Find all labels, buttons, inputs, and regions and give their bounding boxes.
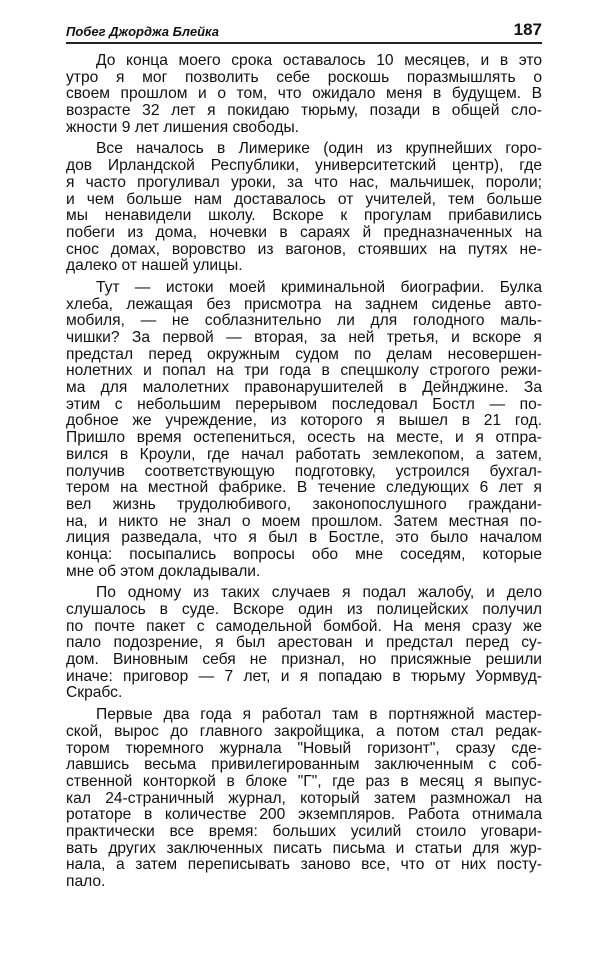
text-line: Пришло время остепениться, осесть на месте, и я отпра- (66, 429, 542, 447)
paragraph (66, 53, 542, 136)
text-line: добное же учреждение, из которого я вышел в 21 год. (66, 412, 542, 430)
text-line: предстал перед окружным судом по делам несовершен- (66, 345, 542, 363)
paragraph (66, 585, 542, 702)
text-line: утро я мог позволить себе роскошь поразмышлять о (66, 68, 542, 86)
paragraph (66, 707, 542, 891)
text-line: жности 9 лет лишения свободы. (66, 118, 299, 136)
text-line: мобиля, — не соблазнительно ли для голодного маль- (66, 312, 542, 330)
page-number: 187 (513, 20, 542, 39)
text-line: хлеба, лежащая без присмотра на заднем сиденье авто- (66, 295, 542, 313)
text-line: тором тюремного журнала "Новый горизонт", сразу сде- (66, 739, 542, 757)
text-line: на, и никто не знал о моем прошлом. Затем местная по- (66, 512, 542, 530)
text-line: Тут — истоки моей криминальной биографии. Булка (96, 278, 542, 296)
text-line: этим с небольшим перерывом последовал Бостл — по- (66, 395, 542, 413)
text-line: пало. (66, 873, 106, 890)
text-line: мы ненавидели школу. Вскоре к прогулам прибавились (66, 207, 542, 225)
text-line: иначе: приговор — 7 лет, и я попадаю в тюрьму Уормвуд- (66, 667, 542, 685)
text-line: По одному из таких случаев я подал жалобу, и дело (96, 584, 542, 602)
text-line: конца: посыпались вопросы обо мне соседям, которые (66, 545, 542, 563)
text-line: практически все время: больших усилий стоило уговари- (66, 822, 542, 840)
text-line: ской, вырос до главного закройщика, а потом стал редак- (66, 722, 542, 740)
text-line: мне об этом докладывали. (66, 562, 261, 580)
text-line: пало подозрение, я был арестован и предстал перед су- (66, 634, 542, 652)
text-line: дом. Виновным себя не признал, но присяжные решили (66, 651, 542, 669)
text-line: ма для малолетних правонарушителей в Дейнджине. За (66, 379, 542, 397)
text-line: вел жизнь трудолюбивого, законопослушного граждани- (66, 495, 542, 513)
text-line: ротаторе в количестве 200 экземпляров. Работа отнимала (66, 806, 542, 824)
text-line: До конца моего срока оставалось 10 месяцев, и в это (96, 52, 542, 69)
paragraph (66, 280, 542, 580)
text-line: лавшись весьма привилегированным заключенным с соб- (66, 756, 542, 774)
text-line: ственной конторкой в блоке "Г", где раз в месяц я выпус- (66, 772, 542, 790)
text-line: и чем больше нам доставалось от учителей, тем больше (66, 190, 542, 208)
text-line: лиция разведала, что я был в Бостле, это было началом (66, 529, 542, 547)
text-line: получив соответствующую подготовку, устроился бухгал- (66, 462, 542, 480)
text-line: вился в Кроули, где начал работать землекопом, а затем, (66, 445, 542, 463)
page-header (66, 22, 542, 44)
text-line: чишки? За первой — вторая, за ней третья, и вскоре я (66, 329, 542, 346)
text-line: кал 24-страничный журнал, который затем размножал на (66, 789, 542, 807)
text-line: я часто прогуливал уроки, за что нас, мальчишек, пороли; (66, 173, 542, 191)
text-line: Скрабс. (66, 684, 123, 702)
text-line: по почте пакет с самодельной бомбой. На меня сразу же (66, 617, 542, 635)
text-line: вать других заключенных писать письма и статьи для жур- (66, 839, 542, 857)
text-line: далеко от нашей улицы. (66, 257, 243, 275)
text-line: слушалось в суде. Вскоре один из полицейских получил (66, 601, 542, 618)
text-line: побеги из дома, ночевки в сараях й предназначенных на (66, 223, 542, 241)
text-line: возрасте 32 лет я покидаю тюрьму, позади в общей сло- (66, 102, 542, 120)
running-title: Побег Джорджа Блейка (66, 24, 219, 39)
text-line: снос домах, воровство из вагонов, стоявших на путях не- (66, 240, 542, 258)
text-line: нала, а затем переписывать заново все, что от них посту- (66, 856, 542, 874)
text-line: Все началось в Лимерике (один из крупнейших горо- (96, 140, 542, 158)
paragraph (66, 141, 542, 275)
text-line: нолетних и попал на три года в спецшколу строгого режи- (66, 362, 542, 380)
body-text (66, 53, 542, 896)
text-line: тером на местной фабрике. В течение следующих 6 лет я (66, 479, 542, 497)
text-line: Первые два года я работал там в портняжной мастер- (96, 706, 542, 724)
text-line: дов Ирландской Республики, университетский центр), где (66, 157, 542, 175)
text-line: своем прошлом и о том, что ожидало меня в будущем. В (66, 85, 542, 103)
